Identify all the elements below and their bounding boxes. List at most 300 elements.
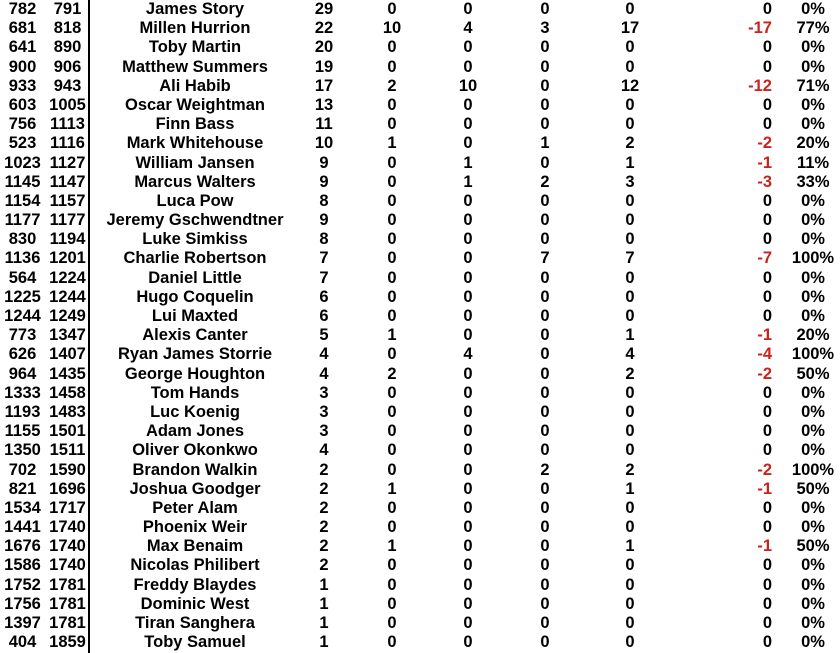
cell-stat-total: 13 xyxy=(314,95,334,114)
cell-rating: 1244 xyxy=(49,287,86,306)
cell-stat-a: 0 xyxy=(387,0,397,18)
table-row xyxy=(0,230,840,249)
cell-stat-c: 0 xyxy=(540,307,550,325)
cell-stat-total: 8 xyxy=(319,191,329,210)
cell-stat-a: 0 xyxy=(387,172,397,191)
cell-rating: 1407 xyxy=(49,345,86,364)
cell-stat-sum: 0 xyxy=(625,95,635,114)
cell-player-id: 702 xyxy=(8,460,37,479)
cell-player-name: George Houghton xyxy=(124,364,266,383)
cell-stat-total: 7 xyxy=(319,268,329,287)
cell-stat-sum: 0 xyxy=(625,441,635,460)
cell-stat-a: 0 xyxy=(387,556,397,575)
cell-stat-percent: 0% xyxy=(801,230,825,249)
cell-stat-diff: -2 xyxy=(757,460,772,479)
table-row xyxy=(0,345,840,364)
cell-stat-diff: -4 xyxy=(757,345,772,364)
table-row xyxy=(0,154,840,173)
cell-stat-sum: 0 xyxy=(625,614,635,632)
cell-stat-b: 0 xyxy=(463,498,473,517)
cell-stat-a: 0 xyxy=(387,345,397,364)
cell-stat-diff: 0 xyxy=(762,614,772,632)
cell-stat-diff: 0 xyxy=(762,0,772,18)
cell-stat-b: 0 xyxy=(463,575,473,594)
cell-stat-b: 1 xyxy=(463,153,473,172)
cell-stat-diff: 0 xyxy=(762,633,772,652)
cell-player-id: 821 xyxy=(8,479,37,498)
cell-player-id: 830 xyxy=(8,230,37,249)
cell-stat-a: 2 xyxy=(387,364,397,383)
table-row xyxy=(0,403,840,422)
table-row xyxy=(0,115,840,134)
cell-stat-c: 0 xyxy=(540,153,550,172)
cell-stat-total: 1 xyxy=(319,633,329,652)
cell-stat-c: 0 xyxy=(540,402,550,421)
cell-player-id: 900 xyxy=(8,57,37,76)
table-row xyxy=(0,307,840,326)
cell-stat-a: 0 xyxy=(387,498,397,517)
cell-rating: 1696 xyxy=(49,479,86,498)
cell-stat-sum: 0 xyxy=(625,594,635,613)
cell-stat-percent: 0% xyxy=(801,614,825,632)
cell-rating: 1127 xyxy=(49,153,86,172)
cell-player-name: Adam Jones xyxy=(145,422,245,441)
table-row xyxy=(0,211,840,230)
cell-stat-percent: 0% xyxy=(801,594,825,613)
cell-player-name: Jeremy Gschwendtner xyxy=(106,211,284,230)
cell-stat-a: 0 xyxy=(387,115,397,134)
cell-stat-percent: 50% xyxy=(796,537,830,556)
cell-rating: 1781 xyxy=(49,575,86,594)
cell-stat-diff: -1 xyxy=(757,537,772,556)
cell-player-name: Freddy Blaydes xyxy=(133,575,257,594)
cell-stat-b: 0 xyxy=(463,134,473,153)
cell-player-name: Luc Koenig xyxy=(150,402,240,421)
cell-stat-percent: 33% xyxy=(796,172,830,191)
cell-stat-percent: 0% xyxy=(801,402,825,421)
cell-rating: 1347 xyxy=(49,326,86,345)
table-row xyxy=(0,134,840,153)
cell-stat-percent: 77% xyxy=(796,19,830,38)
cell-player-name: Charlie Robertson xyxy=(123,249,267,268)
cell-rating: 1501 xyxy=(49,422,86,441)
cell-player-name: Brandon Walkin xyxy=(132,460,258,479)
cell-stat-b: 0 xyxy=(463,287,473,306)
cell-rating: 1859 xyxy=(49,633,86,652)
cell-stat-diff: 0 xyxy=(762,211,772,230)
cell-stat-b: 0 xyxy=(463,115,473,134)
cell-stat-percent: 0% xyxy=(801,95,825,114)
cell-stat-percent: 0% xyxy=(801,268,825,287)
table-row xyxy=(0,518,840,537)
cell-stat-sum: 17 xyxy=(620,19,640,38)
table-row xyxy=(0,422,840,441)
cell-rating: 1781 xyxy=(49,614,86,632)
cell-stat-c: 0 xyxy=(540,95,550,114)
cell-player-name: William Jansen xyxy=(135,153,255,172)
cell-player-name: Millen Hurrion xyxy=(139,19,251,38)
cell-player-name: Oscar Weightman xyxy=(125,95,265,114)
cell-player-name: Tom Hands xyxy=(150,383,240,402)
cell-stat-c: 0 xyxy=(540,115,550,134)
cell-rating: 1740 xyxy=(49,518,86,537)
cell-rating: 1147 xyxy=(49,172,86,191)
cell-stat-total: 4 xyxy=(319,364,329,383)
cell-stat-sum: 0 xyxy=(625,575,635,594)
cell-rating: 1177 xyxy=(49,211,86,230)
cell-stat-total: 17 xyxy=(314,76,334,95)
cell-stat-percent: 0% xyxy=(801,498,825,517)
cell-rating: 1116 xyxy=(50,134,85,153)
cell-stat-a: 2 xyxy=(387,76,397,95)
cell-player-name: Joshua Goodger xyxy=(129,479,261,498)
cell-player-id: 1534 xyxy=(4,498,41,517)
cell-player-name: Luca Pow xyxy=(156,191,234,210)
cell-player-name: Toby Martin xyxy=(148,38,242,57)
table-row xyxy=(0,288,840,307)
cell-stat-diff: 0 xyxy=(762,575,772,594)
cell-stat-total: 6 xyxy=(319,287,329,306)
cell-stat-c: 0 xyxy=(540,191,550,210)
cell-player-name: Oliver Okonkwo xyxy=(132,441,258,460)
cell-player-name: Daniel Little xyxy=(148,268,242,287)
cell-stat-total: 2 xyxy=(319,498,329,517)
cell-stat-sum: 0 xyxy=(625,633,635,652)
cell-player-id: 1154 xyxy=(4,191,41,210)
cell-stat-sum: 0 xyxy=(625,115,635,134)
cell-stat-diff: 0 xyxy=(762,518,772,537)
cell-stat-c: 0 xyxy=(540,38,550,57)
cell-stat-b: 0 xyxy=(463,249,473,268)
cell-stat-a: 1 xyxy=(387,134,397,153)
cell-stat-diff: 0 xyxy=(762,441,772,460)
cell-player-id: 964 xyxy=(8,364,37,383)
cell-stat-c: 0 xyxy=(540,383,550,402)
cell-stat-c: 0 xyxy=(540,518,550,537)
cell-player-name: Lui Maxted xyxy=(151,307,239,325)
cell-player-id: 1225 xyxy=(4,287,41,306)
cell-stat-a: 0 xyxy=(387,614,397,632)
cell-stat-total: 8 xyxy=(319,230,329,249)
cell-player-id: 1333 xyxy=(4,383,41,402)
cell-stat-b: 0 xyxy=(463,422,473,441)
cell-stat-b: 0 xyxy=(463,326,473,345)
cell-stat-sum: 0 xyxy=(625,287,635,306)
cell-stat-c: 0 xyxy=(540,633,550,652)
cell-stat-b: 0 xyxy=(463,537,473,556)
table-row xyxy=(0,249,840,268)
cell-stat-b: 0 xyxy=(463,460,473,479)
cell-stat-total: 9 xyxy=(319,153,329,172)
table-row xyxy=(0,537,840,556)
cell-stat-percent: 0% xyxy=(801,633,825,652)
cell-player-id: 1586 xyxy=(4,556,41,575)
cell-player-id: 626 xyxy=(8,345,37,364)
cell-stat-sum: 0 xyxy=(625,268,635,287)
cell-player-id: 782 xyxy=(8,0,37,18)
table-row xyxy=(0,77,840,96)
cell-stat-total: 4 xyxy=(319,441,329,460)
cell-player-id: 1676 xyxy=(4,537,41,556)
cell-stat-a: 0 xyxy=(387,249,397,268)
table-row xyxy=(0,576,840,595)
cell-player-name: Hugo Coquelin xyxy=(136,287,254,306)
cell-stat-sum: 3 xyxy=(625,172,635,191)
cell-stat-a: 0 xyxy=(387,95,397,114)
cell-stat-total: 9 xyxy=(319,172,329,191)
table-row xyxy=(0,58,840,77)
cell-stat-b: 0 xyxy=(463,307,473,325)
cell-stat-sum: 0 xyxy=(625,230,635,249)
cell-rating: 906 xyxy=(53,57,82,76)
cell-stat-b: 0 xyxy=(463,479,473,498)
cell-stat-percent: 0% xyxy=(801,0,825,18)
table-row xyxy=(0,96,840,115)
table-row xyxy=(0,192,840,211)
cell-stat-diff: 0 xyxy=(762,402,772,421)
cell-stat-percent: 0% xyxy=(801,422,825,441)
cell-rating: 890 xyxy=(53,38,82,57)
cell-stat-percent: 0% xyxy=(801,211,825,230)
cell-stat-sum: 1 xyxy=(625,153,635,172)
cell-stat-sum: 0 xyxy=(625,518,635,537)
cell-stat-a: 0 xyxy=(387,518,397,537)
cell-stat-c: 0 xyxy=(540,498,550,517)
cell-rating: 1483 xyxy=(49,402,86,421)
cell-player-name: Finn Bass xyxy=(155,115,235,134)
cell-player-name: Ali Habib xyxy=(159,76,231,95)
cell-stat-percent: 0% xyxy=(801,556,825,575)
cell-stat-percent: 50% xyxy=(796,364,830,383)
cell-stat-sum: 4 xyxy=(625,345,635,364)
cell-stat-diff: 0 xyxy=(762,307,772,325)
cell-player-name: Nicolas Philibert xyxy=(130,556,260,575)
cell-stat-sum: 2 xyxy=(625,364,635,383)
cell-stat-diff: 0 xyxy=(762,498,772,517)
cell-rating: 1590 xyxy=(49,460,86,479)
cell-rating: 1249 xyxy=(49,307,86,325)
cell-stat-sum: 0 xyxy=(625,0,635,18)
cell-player-id: 1244 xyxy=(4,307,41,325)
cell-stat-c: 0 xyxy=(540,268,550,287)
cell-stat-total: 7 xyxy=(319,249,329,268)
cell-player-id: 1177 xyxy=(4,211,41,230)
cell-player-id: 1441 xyxy=(4,518,41,537)
cell-stat-diff: -1 xyxy=(757,153,772,172)
cell-rating: 791 xyxy=(53,0,82,18)
cell-stat-c: 0 xyxy=(540,364,550,383)
cell-stat-total: 6 xyxy=(319,307,329,325)
cell-stat-b: 0 xyxy=(463,383,473,402)
cell-stat-c: 2 xyxy=(540,460,550,479)
cell-stat-sum: 0 xyxy=(625,556,635,575)
cell-stat-a: 0 xyxy=(387,402,397,421)
table-row xyxy=(0,480,840,499)
cell-stat-a: 0 xyxy=(387,153,397,172)
cell-stat-b: 0 xyxy=(463,57,473,76)
cell-rating: 1511 xyxy=(49,441,86,460)
cell-rating: 1157 xyxy=(49,191,86,210)
cell-rating: 1224 xyxy=(49,268,86,287)
cell-rating: 943 xyxy=(53,76,82,95)
cell-stat-total: 1 xyxy=(319,614,329,632)
cell-player-id: 1397 xyxy=(4,614,41,632)
cell-stat-c: 2 xyxy=(540,172,550,191)
cell-stat-a: 0 xyxy=(387,594,397,613)
cell-stat-sum: 0 xyxy=(625,422,635,441)
cell-stat-a: 0 xyxy=(387,38,397,57)
cell-stat-b: 0 xyxy=(463,38,473,57)
cell-stat-a: 0 xyxy=(387,575,397,594)
cell-stat-a: 1 xyxy=(387,326,397,345)
cell-stat-b: 0 xyxy=(463,402,473,421)
cell-stat-diff: -1 xyxy=(757,479,772,498)
table-row xyxy=(0,461,840,480)
cell-rating: 1781 xyxy=(49,594,86,613)
cell-stat-b: 0 xyxy=(463,594,473,613)
table-row xyxy=(0,38,840,57)
cell-stat-diff: 0 xyxy=(762,383,772,402)
cell-stat-c: 0 xyxy=(540,441,550,460)
cell-stat-sum: 0 xyxy=(625,211,635,230)
cell-stat-diff: -2 xyxy=(757,134,772,153)
cell-stat-diff: -12 xyxy=(748,76,772,95)
cell-stat-b: 0 xyxy=(463,268,473,287)
cell-player-id: 756 xyxy=(8,115,37,134)
cell-rating: 1435 xyxy=(49,364,86,383)
cell-stat-a: 0 xyxy=(387,422,397,441)
table-row xyxy=(0,441,840,460)
cell-stat-a: 0 xyxy=(387,383,397,402)
cell-stat-diff: 0 xyxy=(762,287,772,306)
cell-stat-sum: 0 xyxy=(625,402,635,421)
cell-player-id: 1752 xyxy=(4,575,41,594)
cell-stat-diff: -3 xyxy=(757,172,772,191)
cell-player-id: 564 xyxy=(8,268,37,287)
cell-player-id: 773 xyxy=(8,326,37,345)
table-row xyxy=(0,19,840,38)
cell-stat-diff: 0 xyxy=(762,95,772,114)
column-divider xyxy=(88,0,90,653)
cell-stat-b: 4 xyxy=(463,345,473,364)
cell-stat-sum: 7 xyxy=(625,249,635,268)
cell-stat-sum: 0 xyxy=(625,498,635,517)
cell-stat-diff: 0 xyxy=(762,115,772,134)
cell-player-name: Marcus Walters xyxy=(134,172,256,191)
cell-player-id: 1145 xyxy=(4,172,41,191)
cell-stat-total: 10 xyxy=(314,134,334,153)
cell-stat-sum: 12 xyxy=(620,76,640,95)
cell-stat-b: 0 xyxy=(463,614,473,632)
cell-stat-diff: 0 xyxy=(762,38,772,57)
cell-stat-total: 4 xyxy=(319,345,329,364)
cell-stat-a: 0 xyxy=(387,460,397,479)
cell-stat-percent: 0% xyxy=(801,441,825,460)
table-row xyxy=(0,499,840,518)
cell-stat-c: 0 xyxy=(540,614,550,632)
cell-player-name: Luke Simkiss xyxy=(142,230,248,249)
cell-player-name: Matthew Summers xyxy=(122,57,268,76)
table-row xyxy=(0,0,840,19)
cell-stat-diff: 0 xyxy=(762,594,772,613)
cell-stat-b: 0 xyxy=(463,364,473,383)
cell-stat-b: 4 xyxy=(463,19,473,38)
cell-stat-c: 0 xyxy=(540,230,550,249)
cell-stat-a: 0 xyxy=(387,230,397,249)
cell-stat-sum: 2 xyxy=(625,460,635,479)
cell-player-name: Peter Alam xyxy=(152,498,238,517)
cell-stat-c: 0 xyxy=(540,287,550,306)
cell-stat-diff: 0 xyxy=(762,422,772,441)
cell-stat-c: 0 xyxy=(540,76,550,95)
table-row xyxy=(0,326,840,345)
cell-stat-total: 1 xyxy=(319,575,329,594)
cell-stat-total: 3 xyxy=(319,383,329,402)
cell-stat-a: 0 xyxy=(387,441,397,460)
cell-stat-total: 19 xyxy=(314,57,334,76)
cell-stat-c: 0 xyxy=(540,345,550,364)
cell-stat-b: 0 xyxy=(463,518,473,537)
cell-stat-a: 0 xyxy=(387,307,397,325)
cell-player-name: Mark Whitehouse xyxy=(126,134,264,153)
cell-stat-percent: 0% xyxy=(801,307,825,325)
cell-rating: 1201 xyxy=(49,249,86,268)
cell-stat-a: 0 xyxy=(387,211,397,230)
cell-stat-diff: -7 xyxy=(757,249,772,268)
cell-stat-percent: 11% xyxy=(796,153,830,172)
cell-player-id: 1350 xyxy=(4,441,41,460)
cell-stat-percent: 100% xyxy=(791,345,835,364)
cell-stat-diff: -17 xyxy=(748,19,772,38)
cell-stat-c: 0 xyxy=(540,479,550,498)
cell-player-name: Toby Samuel xyxy=(144,633,246,652)
cell-stat-percent: 0% xyxy=(801,383,825,402)
table-row xyxy=(0,556,840,575)
cell-rating: 1717 xyxy=(49,498,86,517)
cell-stat-percent: 20% xyxy=(796,326,830,345)
cell-player-id: 523 xyxy=(8,134,37,153)
cell-stat-diff: -2 xyxy=(757,364,772,383)
cell-stat-total: 3 xyxy=(319,402,329,421)
cell-stat-percent: 100% xyxy=(791,460,835,479)
cell-stat-total: 2 xyxy=(319,460,329,479)
cell-stat-sum: 0 xyxy=(625,191,635,210)
cell-stat-b: 10 xyxy=(458,76,478,95)
cell-player-id: 641 xyxy=(8,38,37,57)
table-row xyxy=(0,365,840,384)
cell-stat-sum: 0 xyxy=(625,307,635,325)
cell-stat-c: 0 xyxy=(540,0,550,18)
cell-player-name: Max Benaim xyxy=(146,537,244,556)
cell-stat-sum: 1 xyxy=(625,326,635,345)
cell-rating: 1005 xyxy=(49,95,86,114)
cell-stat-total: 29 xyxy=(314,0,334,18)
cell-stat-c: 0 xyxy=(540,211,550,230)
table-row xyxy=(0,173,840,192)
cell-stat-total: 5 xyxy=(319,326,329,345)
cell-stat-percent: 100% xyxy=(791,249,835,268)
cell-stat-total: 20 xyxy=(314,38,334,57)
cell-stat-a: 0 xyxy=(387,57,397,76)
cell-stat-a: 10 xyxy=(382,19,402,38)
cell-stat-c: 0 xyxy=(540,537,550,556)
cell-rating: 1113 xyxy=(50,115,85,134)
cell-stat-total: 2 xyxy=(319,518,329,537)
cell-player-name: Phoenix Weir xyxy=(142,518,248,537)
table-row xyxy=(0,633,840,652)
table-row xyxy=(0,269,840,288)
cell-rating: 1740 xyxy=(49,537,86,556)
